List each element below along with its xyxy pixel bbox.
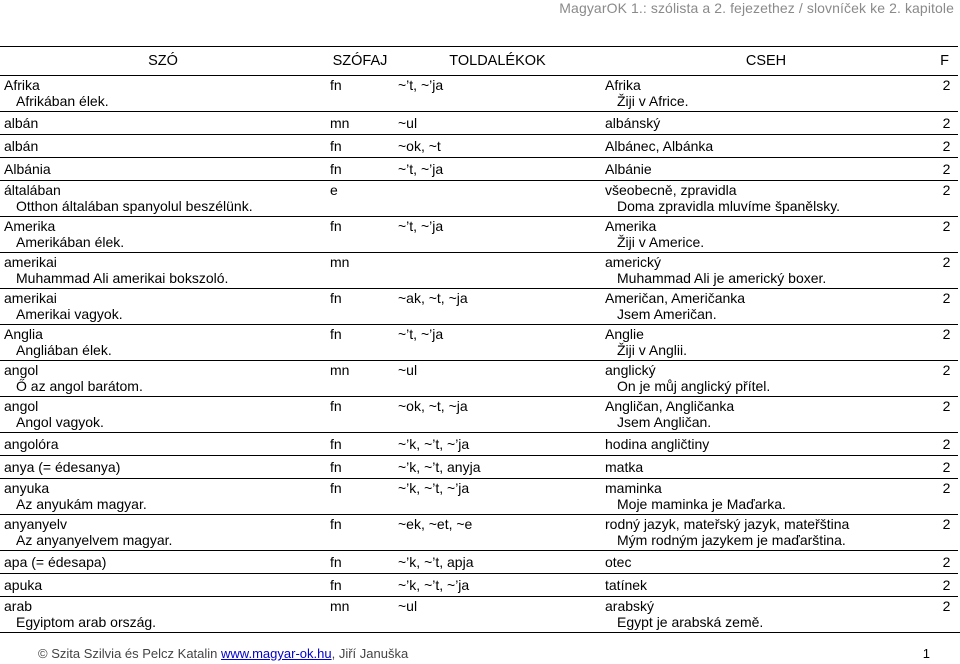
word-cell-text: albán: [4, 115, 39, 131]
czech-cell: [601, 325, 931, 361]
suffix-cell: [394, 456, 601, 479]
czech-cell-text: Albánec, Albánka: [605, 138, 714, 154]
word-cell-text: apa (= édesapa): [4, 554, 107, 570]
chapter-cell: [931, 181, 958, 217]
chapter-cell-text: 2: [942, 161, 951, 177]
word-cell: [0, 397, 326, 433]
pos-cell-text: fn: [330, 436, 342, 452]
word-cell-example: Az anyukám magyar.: [16, 496, 147, 512]
pos-cell: [326, 433, 394, 456]
table-row: [0, 456, 958, 479]
chapter-cell: [931, 574, 958, 597]
czech-cell-example: On je můj anglický přítel.: [617, 378, 771, 394]
word-cell-example: Ő az angol barátom.: [16, 378, 143, 394]
czech-cell-text: hodina angličtiny: [605, 436, 710, 452]
table-row: [0, 397, 958, 433]
chapter-cell-text: 2: [942, 516, 951, 532]
pos-cell: [326, 456, 394, 479]
suffix-cell-text: ~’k, ~’t, ~’ja: [398, 577, 470, 593]
suffix-cell: [394, 112, 601, 135]
suffix-cell-text: ~’k, ~’t, ~’ja: [398, 436, 470, 452]
word-cell: [0, 574, 326, 597]
czech-cell-text: Američan, Američanka: [605, 290, 746, 306]
czech-cell-text: otec: [605, 554, 632, 570]
word-cell: [0, 158, 326, 181]
pos-cell: [326, 479, 394, 515]
suffix-cell: [394, 361, 601, 397]
suffix-cell-text: ~ek, ~et, ~e: [398, 516, 473, 532]
table-row: [0, 479, 958, 515]
suffix-cell-text: ~’t, ~’ja: [398, 77, 444, 93]
chapter-cell: [931, 158, 958, 181]
table-row: [0, 112, 958, 135]
suffix-cell-text: ~’t, ~’ja: [398, 161, 444, 177]
word-cell: [0, 135, 326, 158]
page-number: 1: [922, 646, 930, 661]
chapter-cell-text: 2: [942, 577, 951, 593]
czech-cell-example: Egypt je arabská země.: [617, 614, 764, 630]
pos-cell-text: mn: [330, 115, 350, 131]
czech-cell-text: Albánie: [605, 161, 652, 177]
word-cell-text: Anglia: [4, 326, 43, 342]
pos-cell: [326, 112, 394, 135]
word-cell-text: Amerika: [4, 218, 56, 234]
copyright-icon: ©: [38, 646, 48, 661]
chapter-cell-text: 2: [942, 138, 951, 154]
pos-cell: [326, 515, 394, 551]
czech-cell: [601, 289, 931, 325]
word-cell: [0, 112, 326, 135]
czech-cell: [601, 551, 931, 574]
czech-cell: [601, 456, 931, 479]
suffix-cell-text: ~ul: [398, 362, 418, 378]
footer-translator: Jiří Januška: [338, 646, 409, 661]
word-cell-text: amerikai: [4, 254, 57, 270]
column-header-chapter: F: [931, 47, 958, 76]
table-row: [0, 135, 958, 158]
pos-cell-text: mn: [330, 598, 350, 614]
table-row: [0, 158, 958, 181]
czech-cell-text: anglický: [605, 362, 656, 378]
word-cell-text: arab: [4, 598, 33, 614]
vocabulary-table: [0, 46, 958, 633]
chapter-cell-text: 2: [942, 480, 951, 496]
pos-cell-text: fn: [330, 577, 342, 593]
czech-cell-example: Žiji v Anglii.: [617, 342, 688, 358]
suffix-cell: [394, 397, 601, 433]
chapter-cell: [931, 325, 958, 361]
suffix-cell: [394, 479, 601, 515]
chapter-cell: [931, 433, 958, 456]
czech-cell-text: Amerika: [605, 218, 657, 234]
czech-cell-example: Doma zpravidla mluvíme španělsky.: [617, 198, 841, 214]
suffix-cell-text: ~’k, ~’t, ~’ja: [398, 480, 470, 496]
czech-cell-example: Muhammad Ali je americký boxer.: [617, 270, 827, 286]
chapter-cell-text: 2: [942, 290, 951, 306]
suffix-cell: [394, 289, 601, 325]
word-cell: [0, 76, 326, 112]
chapter-cell-text: 2: [942, 77, 951, 93]
word-cell: [0, 456, 326, 479]
pos-cell: [326, 76, 394, 112]
chapter-cell: [931, 76, 958, 112]
pos-cell-text: fn: [330, 516, 342, 532]
czech-cell-text: Anglie: [605, 326, 644, 342]
word-cell-text: anyanyelv: [4, 516, 68, 532]
chapter-cell-text: 2: [942, 436, 951, 452]
czech-cell-text: albánský: [605, 115, 661, 131]
word-cell-text: általában: [4, 182, 61, 198]
czech-cell-text: arabský: [605, 598, 655, 614]
word-cell: [0, 433, 326, 456]
table-row: [0, 361, 958, 397]
chapter-cell-text: 2: [942, 218, 951, 234]
pos-cell-text: fn: [330, 218, 342, 234]
word-cell: [0, 289, 326, 325]
czech-cell-example: Mým rodným jazykem je maďarština.: [617, 532, 846, 548]
czech-cell: [601, 574, 931, 597]
table-row: [0, 325, 958, 361]
czech-cell-example: Jsem Angličan.: [617, 414, 712, 430]
pos-cell: [326, 217, 394, 253]
word-cell: [0, 253, 326, 289]
table-row: [0, 253, 958, 289]
czech-cell-text: Angličan, Angličanka: [605, 398, 735, 414]
suffix-cell-text: ~ul: [398, 115, 418, 131]
table-row: [0, 76, 958, 112]
chapter-cell-text: 2: [942, 115, 951, 131]
pos-cell-text: fn: [330, 77, 342, 93]
chapter-cell: [931, 551, 958, 574]
website-link[interactable]: www.magyar-ok.hu: [221, 646, 332, 661]
column-header-suffixes: TOLDALÉKOK: [394, 47, 601, 76]
table-row: [0, 433, 958, 456]
czech-cell-example: Žiji v Americe.: [617, 234, 705, 250]
word-cell-example: Angliában élek.: [16, 342, 112, 358]
suffix-cell: [394, 217, 601, 253]
chapter-cell: [931, 597, 958, 633]
pos-cell: [326, 289, 394, 325]
pos-cell-text: fn: [330, 161, 342, 177]
chapter-cell: [931, 479, 958, 515]
column-header-word: SZÓ: [0, 47, 326, 76]
suffix-cell-text: ~ak, ~t, ~ja: [398, 290, 468, 306]
word-cell-example: Muhammad Ali amerikai bokszoló.: [16, 270, 229, 286]
chapter-cell: [931, 217, 958, 253]
footer-separator: ,: [331, 646, 336, 661]
word-cell-text: angolóra: [4, 436, 59, 452]
table-row: [0, 597, 958, 633]
czech-cell: [601, 135, 931, 158]
suffix-cell: [394, 515, 601, 551]
chapter-cell-text: 2: [942, 362, 951, 378]
czech-cell-text: tatínek: [605, 577, 648, 593]
czech-cell-text: maminka: [605, 480, 662, 496]
czech-cell-example: Moje maminka je Maďarka.: [617, 496, 786, 512]
running-header: MagyarOK 1.: szólista a 2. fejezethez / slovníček ke 2. kapitole: [559, 0, 954, 16]
pos-cell-text: fn: [330, 554, 342, 570]
word-cell: [0, 181, 326, 217]
pos-cell: [326, 135, 394, 158]
chapter-cell-text: 2: [942, 398, 951, 414]
word-cell-example: Az anyanyelvem magyar.: [16, 532, 173, 548]
word-cell-text: angol: [4, 398, 39, 414]
suffix-cell: [394, 551, 601, 574]
czech-cell: [601, 76, 931, 112]
pos-cell-text: fn: [330, 138, 342, 154]
czech-cell: [601, 597, 931, 633]
word-cell: [0, 325, 326, 361]
word-cell-example: Angol vagyok.: [16, 414, 104, 430]
word-cell: [0, 361, 326, 397]
column-header-pos: SZÓFAJ: [326, 47, 394, 76]
word-cell: [0, 597, 326, 633]
chapter-cell: [931, 112, 958, 135]
word-cell-text: angol: [4, 362, 39, 378]
word-cell-text: Albánia: [4, 161, 51, 177]
czech-cell: [601, 217, 931, 253]
pos-cell: [326, 551, 394, 574]
word-cell-text: albán: [4, 138, 39, 154]
suffix-cell: [394, 135, 601, 158]
czech-cell: [601, 181, 931, 217]
chapter-cell: [931, 135, 958, 158]
suffix-cell-text: ~’k, ~’t, anyja: [398, 459, 481, 475]
word-cell-text: anyuka: [4, 480, 50, 496]
pos-cell-text: mn: [330, 254, 350, 270]
word-cell: [0, 217, 326, 253]
czech-cell: [601, 253, 931, 289]
pos-cell: [326, 253, 394, 289]
czech-cell-text: matka: [605, 459, 644, 475]
czech-cell: [601, 361, 931, 397]
pos-cell: [326, 574, 394, 597]
suffix-cell-text: ~’t, ~’ja: [398, 218, 444, 234]
chapter-cell-text: 2: [942, 326, 951, 342]
suffix-cell: [394, 597, 601, 633]
footer-divider: [0, 632, 960, 633]
pos-cell-text: fn: [330, 326, 342, 342]
chapter-cell-text: 2: [942, 598, 951, 614]
suffix-cell: [394, 433, 601, 456]
chapter-cell-text: 2: [942, 459, 951, 475]
pos-cell-text: mn: [330, 362, 350, 378]
czech-cell: [601, 515, 931, 551]
pos-cell-text: fn: [330, 480, 342, 496]
chapter-cell: [931, 397, 958, 433]
chapter-cell: [931, 515, 958, 551]
table-row: [0, 181, 958, 217]
word-cell: [0, 479, 326, 515]
table-body: [0, 76, 958, 633]
czech-cell: [601, 397, 931, 433]
suffix-cell: [394, 181, 601, 217]
word-cell-text: anya (= édesanya): [4, 459, 121, 475]
word-cell-text: amerikai: [4, 290, 57, 306]
czech-cell-text: Afrika: [605, 77, 641, 93]
pos-cell-text: fn: [330, 459, 342, 475]
pos-cell-text: e: [330, 182, 338, 198]
word-cell: [0, 551, 326, 574]
table-row: [0, 574, 958, 597]
word-cell-text: apuka: [4, 577, 43, 593]
pos-cell: [326, 361, 394, 397]
word-cell-example: Egyiptom arab ország.: [16, 614, 157, 630]
table-row: [0, 289, 958, 325]
word-cell-example: Amerikai vagyok.: [16, 306, 123, 322]
word-cell-example: Afrikában élek.: [16, 93, 109, 109]
chapter-cell: [931, 361, 958, 397]
pos-cell: [326, 158, 394, 181]
pos-cell-text: fn: [330, 398, 342, 414]
czech-cell-example: Žiji v Africe.: [617, 93, 689, 109]
word-cell: [0, 515, 326, 551]
czech-cell-text: rodný jazyk, mateřský jazyk, mateřština: [605, 516, 850, 532]
suffix-cell-text: ~’k, ~’t, apja: [398, 554, 474, 570]
suffix-cell: [394, 325, 601, 361]
chapter-cell-text: 2: [942, 182, 951, 198]
column-header-czech: CSEH: [601, 47, 931, 76]
footer-authors: Szita Szilvia és Pelcz Katalin: [51, 646, 218, 661]
suffix-cell-text: ~ok, ~t: [398, 138, 441, 154]
table-row: [0, 551, 958, 574]
suffix-cell-text: ~ul: [398, 598, 418, 614]
word-cell-example: Otthon általában spanyolul beszélünk.: [16, 198, 253, 214]
suffix-cell: [394, 574, 601, 597]
czech-cell: [601, 479, 931, 515]
table-header-row: [0, 47, 958, 76]
pos-cell: [326, 325, 394, 361]
chapter-cell-text: 2: [942, 554, 951, 570]
czech-cell: [601, 112, 931, 135]
czech-cell: [601, 433, 931, 456]
word-cell-example: Amerikában élek.: [16, 234, 125, 250]
chapter-cell: [931, 456, 958, 479]
chapter-cell-text: 2: [942, 254, 951, 270]
table-row: [0, 217, 958, 253]
suffix-cell: [394, 158, 601, 181]
czech-cell: [601, 158, 931, 181]
chapter-cell: [931, 289, 958, 325]
footer: [38, 646, 408, 661]
suffix-cell: [394, 253, 601, 289]
suffix-cell: [394, 76, 601, 112]
czech-cell-example: Jsem Američan.: [617, 306, 717, 322]
pos-cell: [326, 181, 394, 217]
pos-cell: [326, 397, 394, 433]
suffix-cell-text: ~ok, ~t, ~ja: [398, 398, 468, 414]
czech-cell-text: všeobecně, zpravidla: [605, 182, 737, 198]
suffix-cell-text: ~’t, ~’ja: [398, 326, 444, 342]
czech-cell-text: americký: [605, 254, 662, 270]
table-row: [0, 515, 958, 551]
pos-cell: [326, 597, 394, 633]
chapter-cell: [931, 253, 958, 289]
pos-cell-text: fn: [330, 290, 342, 306]
word-cell-text: Afrika: [4, 77, 40, 93]
